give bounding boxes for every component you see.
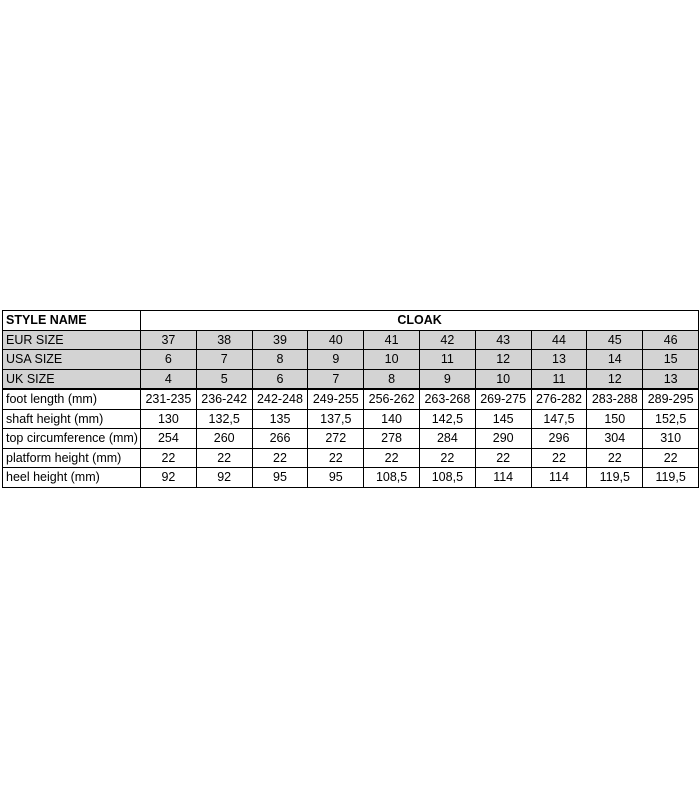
table-cell: 9 xyxy=(308,350,364,370)
table-cell: 13 xyxy=(531,350,587,370)
table-cell: 38 xyxy=(196,330,252,350)
table-cell: 92 xyxy=(196,468,252,488)
table-cell: 44 xyxy=(531,330,587,350)
table-cell: 7 xyxy=(196,350,252,370)
table-cell: 22 xyxy=(252,448,308,468)
table-cell: 304 xyxy=(587,429,643,449)
size-chart xyxy=(2,310,698,488)
table-cell: 95 xyxy=(252,468,308,488)
table-row xyxy=(3,330,699,350)
table-cell: 289-295 xyxy=(643,389,699,409)
table-cell: 6 xyxy=(252,369,308,389)
table-row xyxy=(3,448,699,468)
table-cell: 41 xyxy=(364,330,420,350)
row-label: top circumference (mm) xyxy=(3,429,141,449)
table-cell: 114 xyxy=(475,468,531,488)
table-cell: 119,5 xyxy=(587,468,643,488)
table-cell: 5 xyxy=(196,369,252,389)
table-cell: 22 xyxy=(141,448,197,468)
table-cell: 119,5 xyxy=(643,468,699,488)
table-cell: 22 xyxy=(587,448,643,468)
table-cell: 9 xyxy=(419,369,475,389)
table-cell: 7 xyxy=(308,369,364,389)
table-cell: 22 xyxy=(531,448,587,468)
table-cell: 276-282 xyxy=(531,389,587,409)
table-cell: 42 xyxy=(419,330,475,350)
table-cell: 11 xyxy=(531,369,587,389)
table-cell: 269-275 xyxy=(475,389,531,409)
table-cell: 12 xyxy=(587,369,643,389)
table-cell: 284 xyxy=(419,429,475,449)
table-cell: 242-248 xyxy=(252,389,308,409)
row-label: heel height (mm) xyxy=(3,468,141,488)
table-cell: 46 xyxy=(643,330,699,350)
table-cell: 140 xyxy=(364,409,420,429)
table-cell: 108,5 xyxy=(419,468,475,488)
table-cell: 13 xyxy=(643,369,699,389)
row-label: foot length (mm) xyxy=(3,389,141,409)
table-cell: 4 xyxy=(141,369,197,389)
table-cell: 260 xyxy=(196,429,252,449)
table-row xyxy=(3,468,699,488)
table-cell: 15 xyxy=(643,350,699,370)
row-label: platform height (mm) xyxy=(3,448,141,468)
table-cell: 45 xyxy=(587,330,643,350)
table-cell: 12 xyxy=(475,350,531,370)
table-row xyxy=(3,369,699,389)
table-cell: 10 xyxy=(475,369,531,389)
table-cell: 22 xyxy=(364,448,420,468)
table-cell: 150 xyxy=(587,409,643,429)
table-cell: 130 xyxy=(141,409,197,429)
table-cell: 290 xyxy=(475,429,531,449)
table-cell: 92 xyxy=(141,468,197,488)
row-label: UK SIZE xyxy=(3,369,141,389)
table-cell: 40 xyxy=(308,330,364,350)
row-label: EUR SIZE xyxy=(3,330,141,350)
table-cell: 108,5 xyxy=(364,468,420,488)
table-cell: 8 xyxy=(252,350,308,370)
style-name-value: CLOAK xyxy=(141,311,699,331)
table-cell: 254 xyxy=(141,429,197,449)
table-cell: 22 xyxy=(643,448,699,468)
table-cell: 132,5 xyxy=(196,409,252,429)
table-cell: 10 xyxy=(364,350,420,370)
table-row xyxy=(3,389,699,409)
table-cell: 263-268 xyxy=(419,389,475,409)
table-cell: 283-288 xyxy=(587,389,643,409)
table-cell: 11 xyxy=(419,350,475,370)
table-cell: 22 xyxy=(308,448,364,468)
table-cell: 95 xyxy=(308,468,364,488)
table-cell: 278 xyxy=(364,429,420,449)
table-cell: 236-242 xyxy=(196,389,252,409)
table-row xyxy=(3,350,699,370)
table-cell: 114 xyxy=(531,468,587,488)
size-chart-table xyxy=(2,310,699,488)
table-cell: 8 xyxy=(364,369,420,389)
row-label: USA SIZE xyxy=(3,350,141,370)
table-cell: 296 xyxy=(531,429,587,449)
table-cell: 142,5 xyxy=(419,409,475,429)
table-cell: 147,5 xyxy=(531,409,587,429)
table-cell: 6 xyxy=(141,350,197,370)
header-row xyxy=(3,311,699,331)
table-cell: 22 xyxy=(475,448,531,468)
table-cell: 272 xyxy=(308,429,364,449)
table-cell: 37 xyxy=(141,330,197,350)
table-cell: 231-235 xyxy=(141,389,197,409)
table-cell: 22 xyxy=(196,448,252,468)
table-row xyxy=(3,409,699,429)
table-cell: 266 xyxy=(252,429,308,449)
table-cell: 14 xyxy=(587,350,643,370)
table-cell: 249-255 xyxy=(308,389,364,409)
table-cell: 256-262 xyxy=(364,389,420,409)
table-cell: 43 xyxy=(475,330,531,350)
style-name-label: STYLE NAME xyxy=(3,311,141,331)
table-row xyxy=(3,429,699,449)
table-cell: 310 xyxy=(643,429,699,449)
table-cell: 137,5 xyxy=(308,409,364,429)
table-cell: 39 xyxy=(252,330,308,350)
table-cell: 145 xyxy=(475,409,531,429)
table-cell: 22 xyxy=(419,448,475,468)
row-label: shaft height (mm) xyxy=(3,409,141,429)
table-cell: 135 xyxy=(252,409,308,429)
table-cell: 152,5 xyxy=(643,409,699,429)
